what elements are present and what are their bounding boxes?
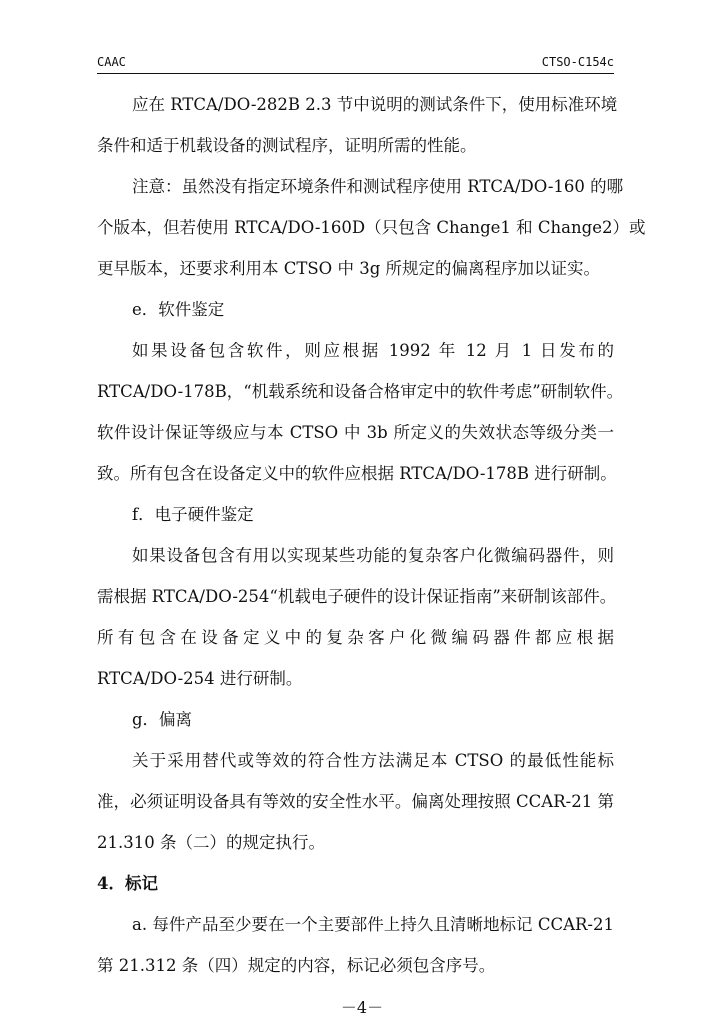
- paragraph-line: RTCA/DO-254 进行研制。: [97, 669, 303, 688]
- paragraph-line: 如果设备包含软件，则应根据 1992 年 12 月 1 日发布的: [132, 341, 614, 360]
- paragraph-line: 第 21.312 条（四）规定的内容，标记必须包含序号。: [97, 956, 496, 975]
- page-number: －4－: [340, 998, 384, 1017]
- section-heading-g: g．偏离: [132, 710, 193, 729]
- paragraph-line: 所有包含在设备定义中的复杂客户化微编码器件都应根据: [97, 628, 614, 647]
- paragraph-line: 注意：虽然没有指定环境条件和测试程序使用 RTCA/DO-160 的哪: [132, 177, 624, 196]
- paragraph-line: a. 每件产品至少要在一个主要部件上持久且清晰地标记 CCAR-21: [132, 915, 614, 934]
- paragraph-line: 需根据 RTCA/DO-254“机载电子硬件的设计保证指南”来研制该部件。: [97, 587, 617, 606]
- paragraph-line: 个版本，但若使用 RTCA/DO-160D（只包含 Change1 和 Change2）或: [97, 218, 646, 237]
- header-rule: [97, 73, 614, 74]
- header-left: CAAC: [97, 55, 126, 69]
- paragraph-line: 准，必须证明设备具有等效的安全性水平。偏离处理按照 CCAR-21 第: [97, 792, 614, 811]
- page-header: [97, 52, 614, 72]
- paragraph-line: 条件和适于机载设备的测试程序，证明所需的性能。: [97, 136, 477, 155]
- paragraph-line: 软件设计保证等级应与本 CTSO 中 3b 所定义的失效状态等级分类一: [97, 423, 614, 442]
- paragraph-line: RTCA/DO-178B，“机载系统和设备合格审定中的软件考虑”研制软件。: [97, 382, 624, 401]
- section-heading-f: f．电子硬件鉴定: [132, 505, 254, 524]
- paragraph-line: 如果设备包含有用以实现某些功能的复杂客户化微编码器件，则: [132, 546, 614, 565]
- section-heading-e: e．软件鉴定: [132, 300, 225, 319]
- section-heading-4: 4．标记: [97, 874, 158, 893]
- paragraph-line: 更早版本，还要求利用本 CTSO 中 3g 所规定的偏离程序加以证实。: [97, 259, 601, 278]
- paragraph-line: 21.310 条（二）的规定执行。: [97, 833, 325, 852]
- header-right: CTSO-C154c: [541, 55, 614, 69]
- paragraph-line: 应在 RTCA/DO-282B 2.3 节中说明的测试条件下，使用标准环境: [132, 95, 618, 114]
- paragraph-line: 致。所有包含在设备定义中的软件应根据 RTCA/DO-178B 进行研制。: [97, 464, 617, 483]
- paragraph-line: 关于采用替代或等效的符合性方法满足本 CTSO 的最低性能标: [132, 751, 614, 770]
